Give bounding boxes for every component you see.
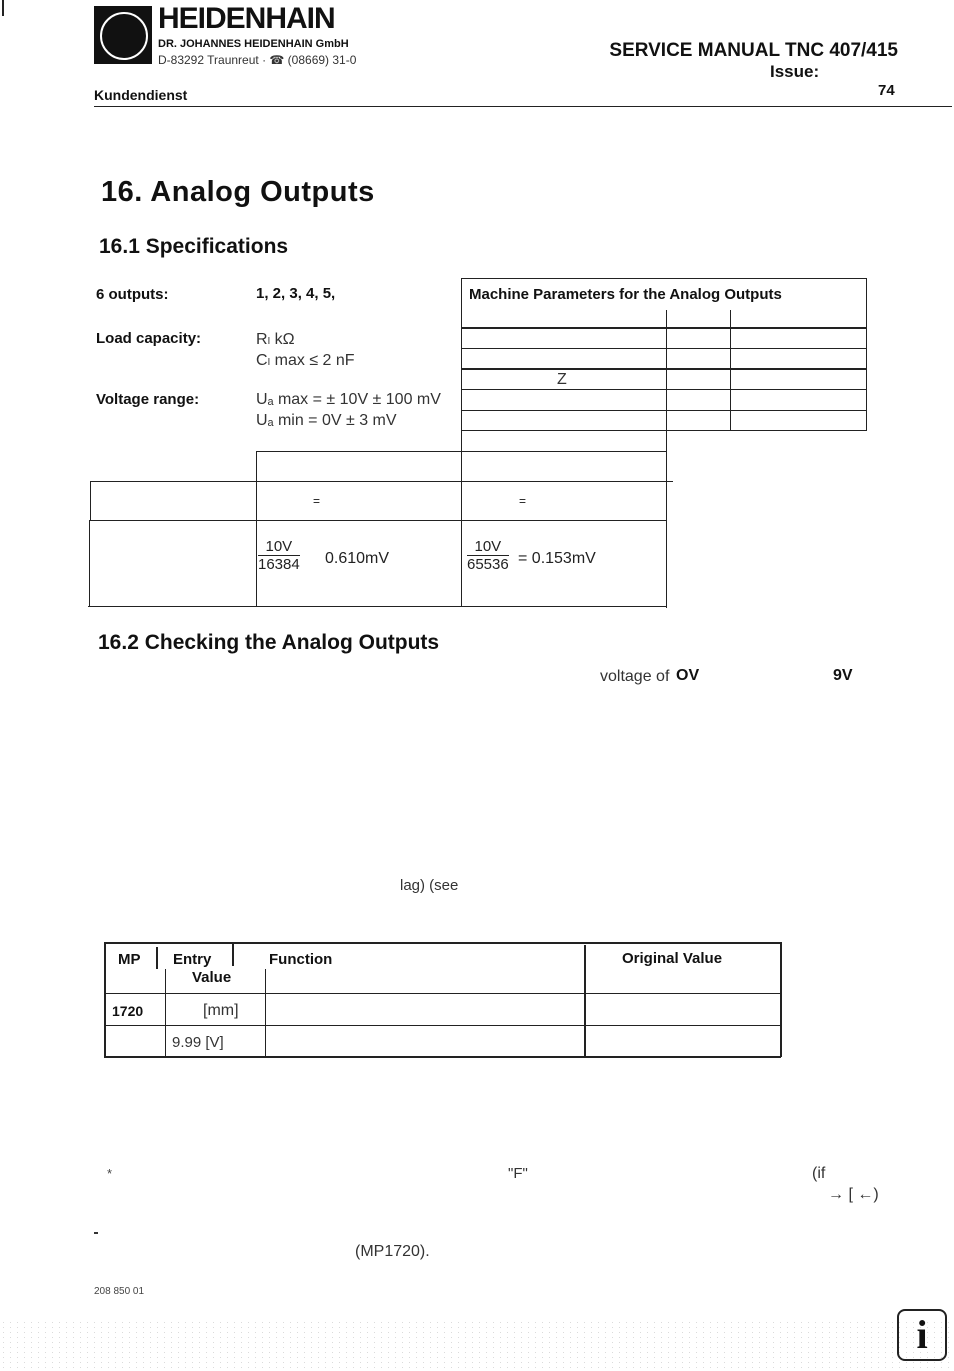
section-title: 16. Analog Outputs	[101, 176, 375, 208]
voltage-nine: 9V	[833, 667, 853, 684]
param-row-1-mp: 1720	[112, 1003, 144, 1019]
param-header-original-value: Original Value	[622, 950, 723, 967]
key-arrows: → [ ←)	[828, 1186, 879, 1203]
resolution-eq-2: =	[519, 494, 527, 508]
param-header-mp: MP	[118, 951, 141, 968]
address-line-1: DR. JOHANNES HEIDENHAIN GmbH	[158, 38, 349, 50]
scan-noise	[0, 1320, 954, 1371]
load-capacitance: Cₗ max ≤ 2 nF	[256, 352, 355, 369]
mp-reference: (MP1720).	[355, 1243, 430, 1260]
fraction-1-denominator: 16384	[258, 556, 300, 573]
address-line-2: D-83292 Traunreut · ☎ (08669) 31-0	[158, 53, 357, 67]
if-fragment: (if	[812, 1165, 826, 1182]
outputs-value: 1, 2, 3, 4, 5,	[256, 285, 336, 302]
voltage-zero: OV	[676, 667, 700, 684]
heidenhain-logo-icon	[94, 6, 152, 64]
document-number: 208 850 01	[94, 1286, 145, 1297]
voltage-range-label: Voltage range:	[96, 391, 200, 408]
issue-label: Issue:	[770, 62, 820, 81]
resolution-eq-1: =	[313, 494, 321, 508]
param-header-value: Value	[192, 969, 232, 986]
department: Kundendienst	[94, 87, 188, 103]
voltage-max: Uₐ max = ± 10V ± 100 mV	[256, 391, 441, 408]
resolution-result-1: 0.610mV	[325, 550, 390, 567]
brand-name: HEIDENHAIN	[158, 2, 335, 35]
page-number: 74	[878, 82, 895, 99]
voltage-min: Uₐ min = 0V ± 3 mV	[256, 412, 397, 429]
z-marker: Z	[557, 371, 567, 388]
subsection-checking: 16.2 Checking the Analog Outputs	[98, 631, 440, 654]
fraction-2-denominator: 65536	[467, 556, 509, 573]
resolution-fraction-1	[258, 538, 300, 573]
param-row-1-entry: [mm]	[203, 1002, 239, 1019]
dash-mark	[94, 1232, 98, 1234]
margin-mark	[2, 0, 4, 16]
voltage-fragment: voltage of	[600, 668, 670, 685]
param-header-function: Function	[269, 951, 333, 968]
resolution-result-2: = 0.153mV	[518, 550, 596, 567]
mp-table-title: Machine Parameters for the Analog Outputs	[469, 286, 782, 303]
header-divider	[94, 106, 952, 107]
info-icon[interactable]: i	[897, 1309, 947, 1361]
lag-fragment: lag) (see	[400, 877, 459, 894]
outputs-label: 6 outputs:	[96, 286, 169, 303]
param-row-2-entry: 9.99 [V]	[172, 1034, 224, 1051]
fraction-2-numerator: 10V	[467, 538, 509, 556]
load-capacity-label: Load capacity:	[96, 330, 202, 347]
footnote-star: *	[107, 1166, 113, 1181]
manual-title: SERVICE MANUAL TNC 407/415	[609, 40, 898, 61]
param-header-entry: Entry	[173, 951, 212, 968]
resolution-fraction-2	[467, 538, 509, 573]
fraction-1-numerator: 10V	[258, 538, 300, 556]
load-resistance: Rₗ kΩ	[256, 331, 295, 348]
f-key-reference: "F"	[508, 1165, 528, 1182]
subsection-specifications: 16.1 Specifications	[99, 235, 289, 258]
